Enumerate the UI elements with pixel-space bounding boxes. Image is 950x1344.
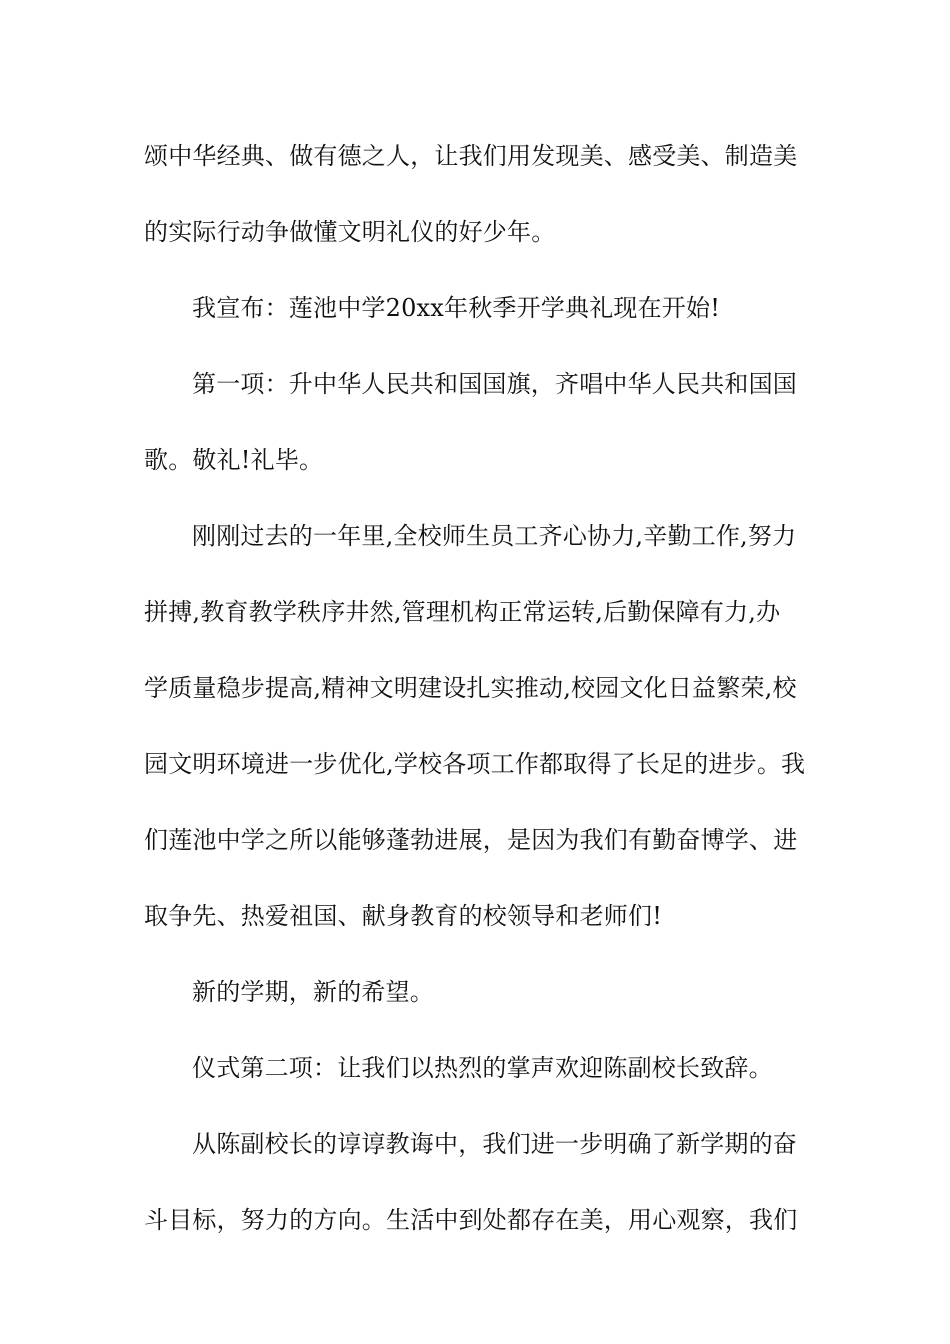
text-line: 的实际行动争做懂文明礼仪的好少年。 — [144, 218, 556, 246]
text-line: 斗目标，努力的方向。生活中到处都存在美，用心观察，我们 — [144, 1206, 798, 1234]
text-line: 颂中华经典、做有德之人，让我们用发现美、感受美、制造美 — [144, 142, 798, 170]
text-line: 园文明环境进一步优化,学校各项工作都取得了长足的进步。我 — [144, 750, 806, 778]
text-line: 取争先、热爱祖国、献身教育的校领导和老师们! — [144, 902, 663, 930]
paragraph-first-line: 新的学期，新的希望。 — [192, 978, 434, 1006]
paragraph-first-line: 刚刚过去的一年里,全校师生员工齐心协力,辛勤工作,努力 — [192, 522, 797, 550]
text-line: 歌。敬礼!礼毕。 — [144, 446, 324, 474]
paragraph-first-line: 我宣布：莲池中学20xx年秋季开学典礼现在开始! — [192, 294, 721, 322]
paragraph-first-line: 仪式第二项：让我们以热烈的掌声欢迎陈副校长致辞。 — [192, 1054, 773, 1082]
paragraph-first-line: 从陈副校长的谆谆教诲中，我们进一步明确了新学期的奋 — [192, 1130, 797, 1158]
text-line: 学质量稳步提高,精神文明建设扎实推动,校园文化日益繁荣,校 — [144, 674, 797, 702]
text-line: 们莲池中学之所以能够蓬勃进展，是因为我们有勤奋博学、进 — [144, 826, 798, 854]
text-line: 拼搏,教育教学秩序井然,管理机构正常运转,后勤保障有力,办 — [144, 598, 781, 626]
document-body — [144, 118, 808, 1258]
paragraph-first-line: 第一项：升中华人民共和国国旗，齐唱中华人民共和国国 — [192, 370, 797, 398]
